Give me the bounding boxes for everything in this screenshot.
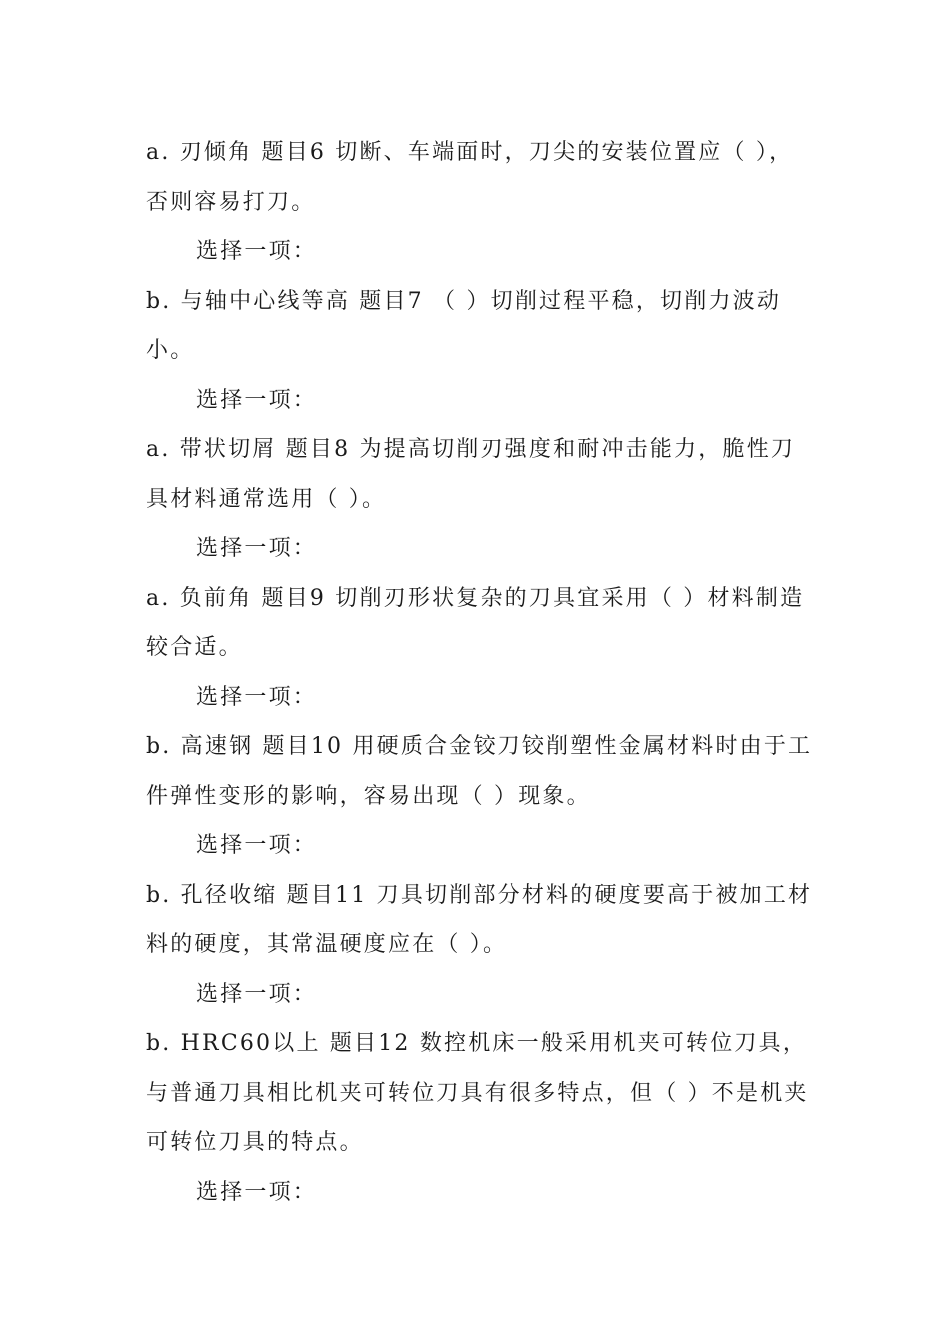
question-block-2: b. 与轴中心线等高 题目7 （ ）切削过程平稳，切削力波动小。: [146, 288, 782, 363]
question-block-1: a. 刃倾角 题目6 切断、车端面时，刀尖的安装位置应（ ），否则容易打刀。: [146, 140, 794, 215]
question-block-5: b. 高速钢 题目10 用硬质合金铰刀铰削塑性金属材料时由于工件弹性变形的影响，容易出现（ ）现象。: [146, 734, 813, 809]
choose-one-prompt: 选择一项：: [196, 387, 318, 413]
question-block-4: a. 负前角 题目9 切削刃形状复杂的刀具宜采用（ ）材料制造较合适。: [146, 585, 805, 660]
question-block-3: a. 带状切屑 题目8 为提高切削刃强度和耐冲击能力，脆性刀具材料通常选用（ ）。: [146, 437, 796, 512]
choose-one-prompt: 选择一项：: [196, 536, 318, 561]
choose-one-prompt: 选择一项：: [196, 833, 318, 858]
question-block-7: b. HRC60以上 题目12 数控机床一般采用机夹可转位刀具，与普通刀具相比机夹可转位刀具有很多特点，但（ ）不是机夹可转位刀具的特点。: [146, 1031, 809, 1155]
choose-one-prompt: 选择一项：: [196, 684, 318, 710]
choose-one-prompt: 选择一项：: [196, 1179, 318, 1205]
choose-one-prompt: 选择一项：: [196, 981, 318, 1007]
document-page: [146, 128, 816, 1217]
question-block-6: b. 孔径收缩 题目11 刀具切削部分材料的硬度要高于被加工材料的硬度，其常温硬度应在（ ）。: [146, 882, 813, 957]
choose-one-prompt: 选择一项：: [196, 239, 318, 264]
